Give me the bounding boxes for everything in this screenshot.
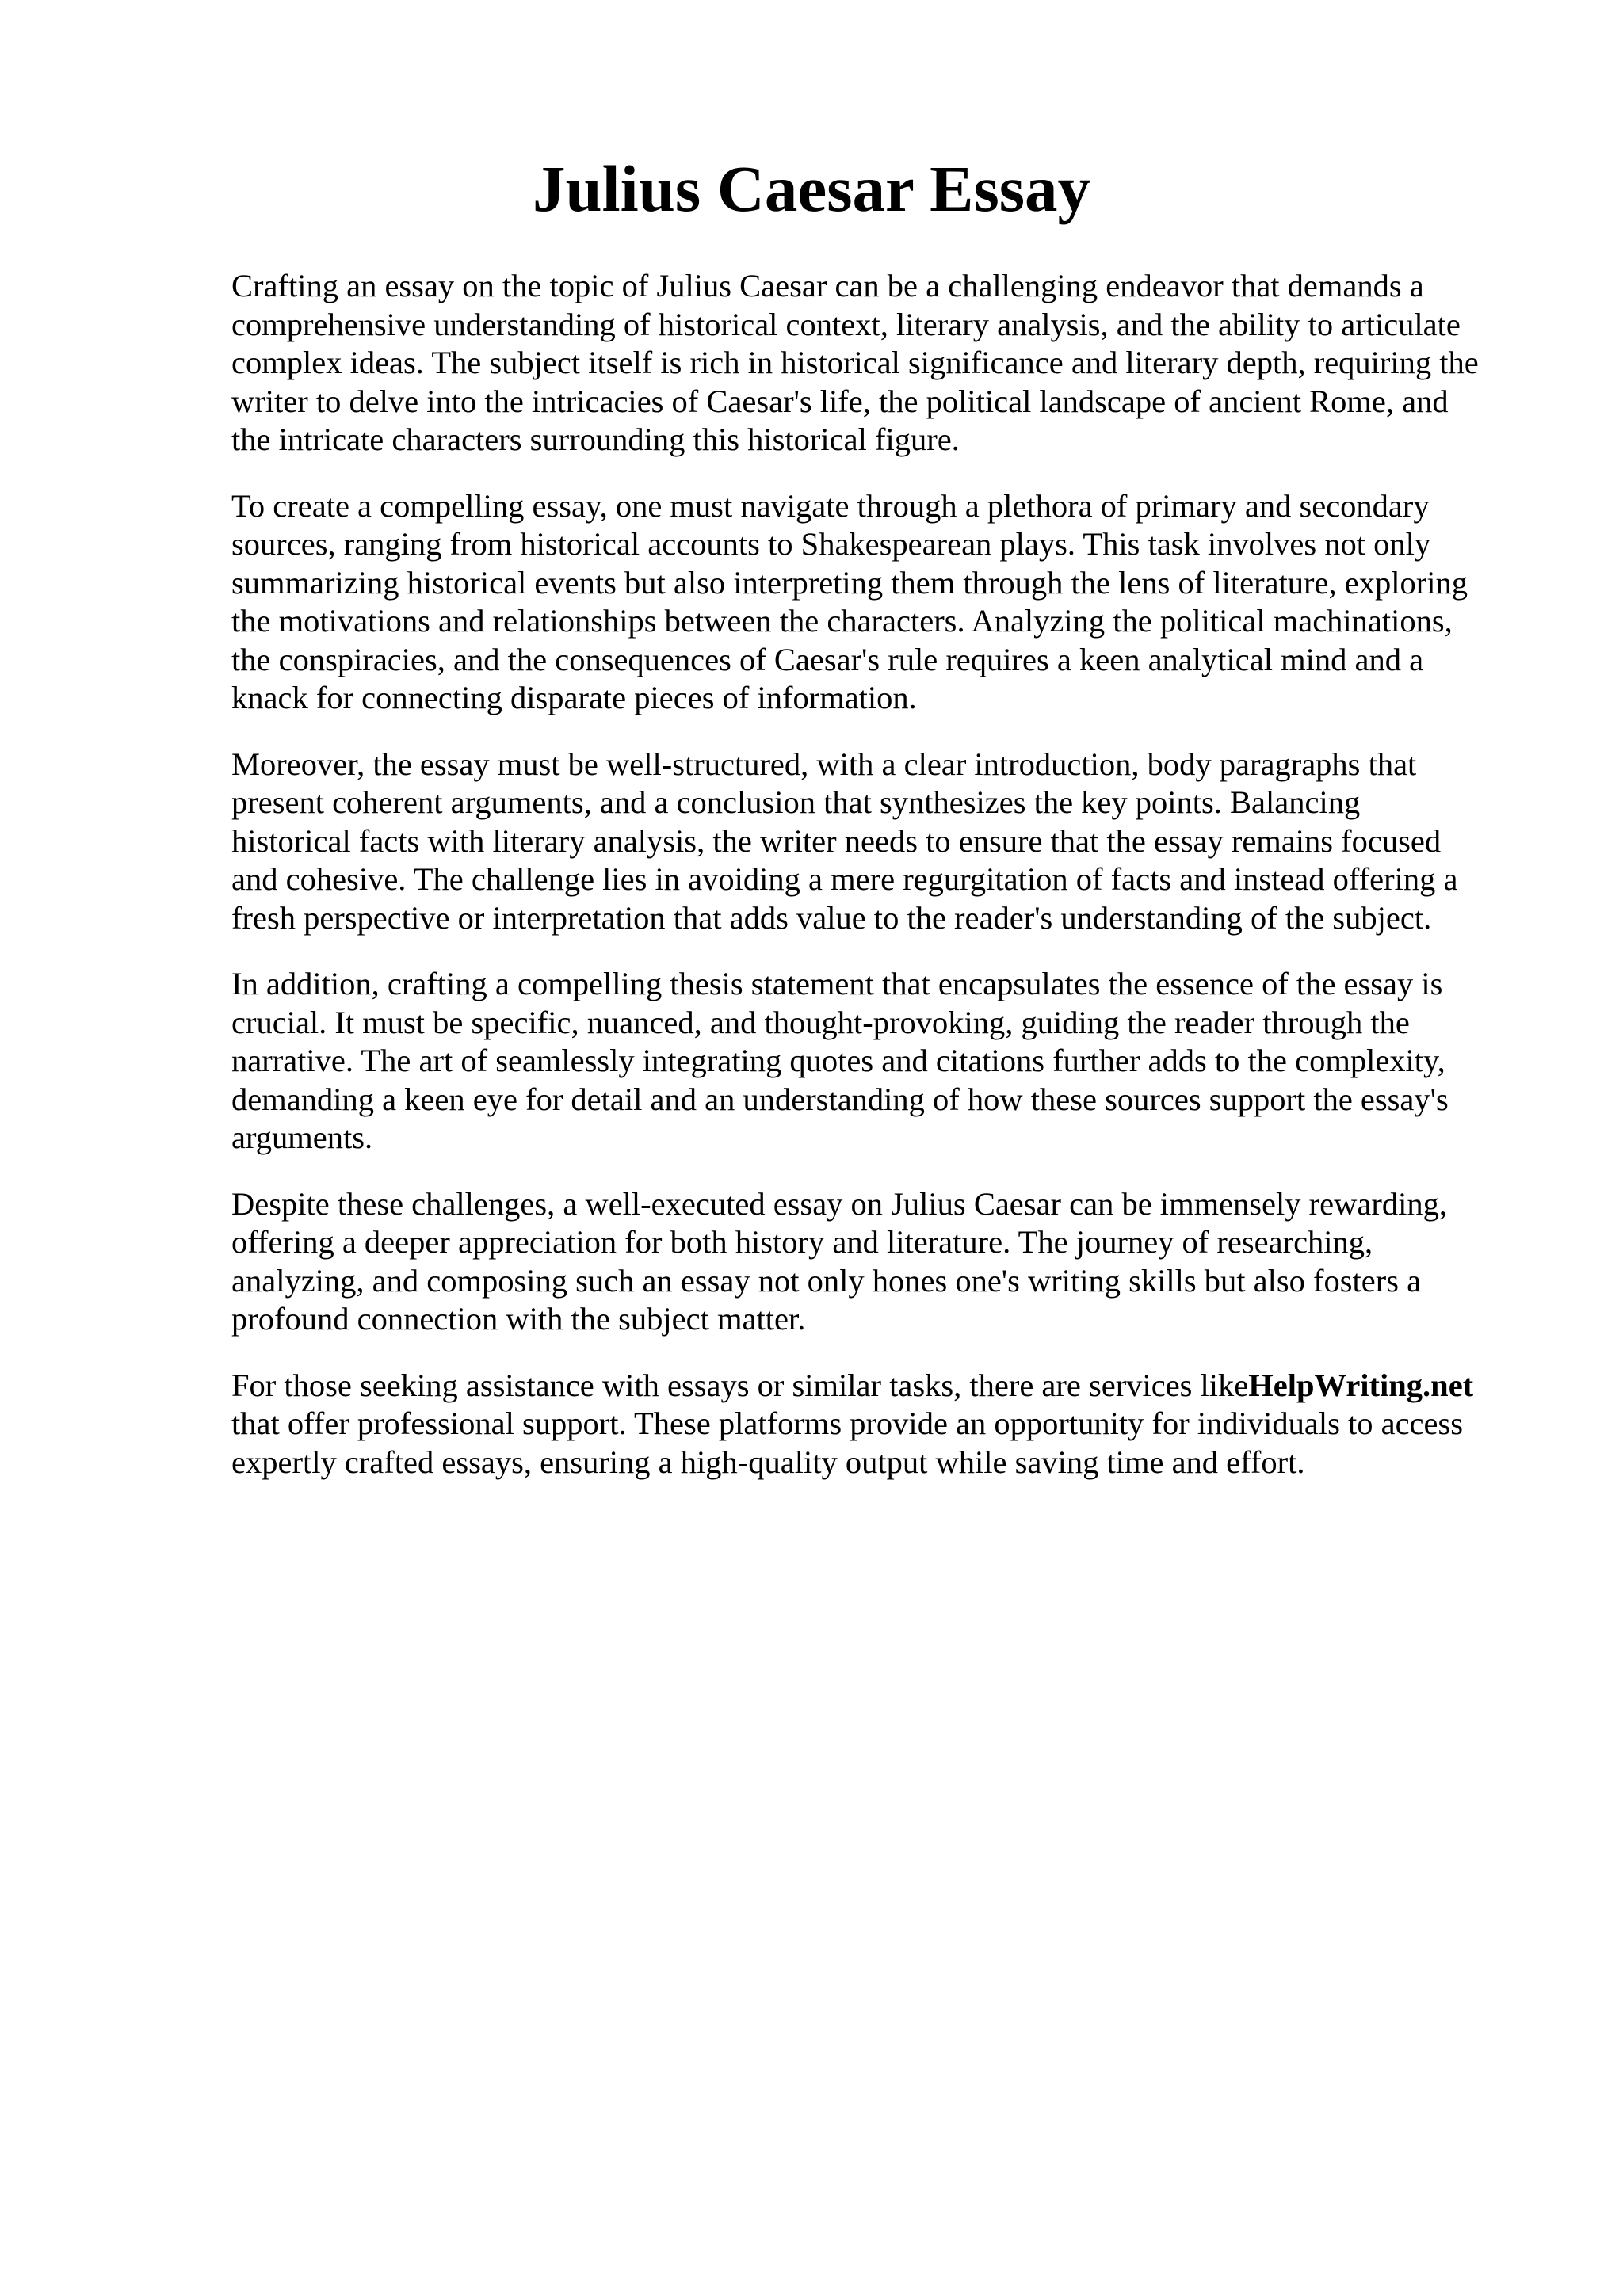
paragraph-line: present coherent arguments, and a conclusion that synthesizes the key points. Balancing [231,784,1361,820]
paragraph-2 [231,487,1531,718]
paragraph-4 [231,965,1531,1158]
paragraph-line: that offer professional support. These platforms provide an opportunity for individuals to access [231,1405,1464,1441]
paragraph-line: the motivations and relationships between the characters. Analyzing the political machinations, [231,603,1453,639]
paragraph-6 [231,1367,1531,1482]
document-body [231,267,1531,1509]
paragraph-line [231,1367,1531,1405]
paragraph-5 [231,1185,1531,1339]
paragraph-line: crucial. It must be specific, nuanced, and thought-provoking, guiding the reader through the [231,1004,1410,1040]
paragraph-line: expertly crafted essays, ensuring a high-quality output while saving time and effort. [231,1444,1305,1480]
paragraph-line: In addition, crafting a compelling thesis statement that encapsulates the essence of the essay is [231,966,1443,1001]
paragraph-line: the intricate characters surrounding this historical figure. [231,421,960,457]
paragraph-line: Moreover, the essay must be well-structured, with a clear introduction, body paragraphs that [231,746,1417,782]
paragraph-line: narrative. The art of seamlessly integrating quotes and citations further adds to the complexity, [231,1043,1445,1078]
paragraph-line: arguments. [231,1119,373,1155]
paragraph-line: demanding a keen eye for detail and an understanding of how these sources support the essay's [231,1081,1449,1117]
paragraph-line: and cohesive. The challenge lies in avoiding a mere regurgitation of facts and instead offering a [231,861,1458,897]
paragraph-3 [231,746,1531,938]
paragraph-line: profound connection with the subject matter. [231,1301,806,1337]
paragraph-line: the conspiracies, and the consequences of Caesar's rule requires a keen analytical mind and a [231,641,1424,677]
document-title: Julius Caesar Essay [532,152,1091,225]
paragraph-line-prefix: For those seeking assistance with essays or similar tasks, there are services like [231,1367,1249,1403]
paragraph-1 [231,267,1531,460]
paragraph-line: To create a compelling essay, one must navigate through a plethora of primary and secondary [231,487,1430,524]
paragraph-line: Crafting an essay on the topic of Julius Caesar can be a challenging endeavor that demands a [231,268,1424,303]
paragraph-line: analyzing, and composing such an essay not only hones one's writing skills but also fosters a [231,1262,1422,1299]
paragraph-line: knack for connecting disparate pieces of information. [231,680,917,715]
paragraph-line: fresh perspective or interpretation that adds value to the reader's understanding of the subject. [231,899,1432,936]
paragraph-line: writer to delve into the intricacies of Caesar's life, the political landscape of ancient Rome, and [231,383,1449,419]
paragraph-line: offering a deeper appreciation for both history and literature. The journey of researching, [231,1224,1373,1260]
paragraph-line: complex ideas. The subject itself is rich in historical significance and literary depth, requiring the [231,345,1479,380]
helpwriting-link[interactable]: HelpWriting.net [1248,1367,1474,1403]
paragraph-line: summarizing historical events but also interpreting them through the lens of literature, exploring [231,564,1468,601]
paragraph-line: sources, ranging from historical accounts to Shakespearean plays. This task involves not only [231,526,1431,562]
paragraph-line: historical facts with literary analysis, the writer needs to ensure that the essay remains focused [231,822,1442,859]
paragraph-line: Despite these challenges, a well-executed essay on Julius Caesar can be immensely rewarding, [231,1185,1447,1222]
paragraph-line: comprehensive understanding of historical context, literary analysis, and the ability to articulate [231,306,1461,342]
